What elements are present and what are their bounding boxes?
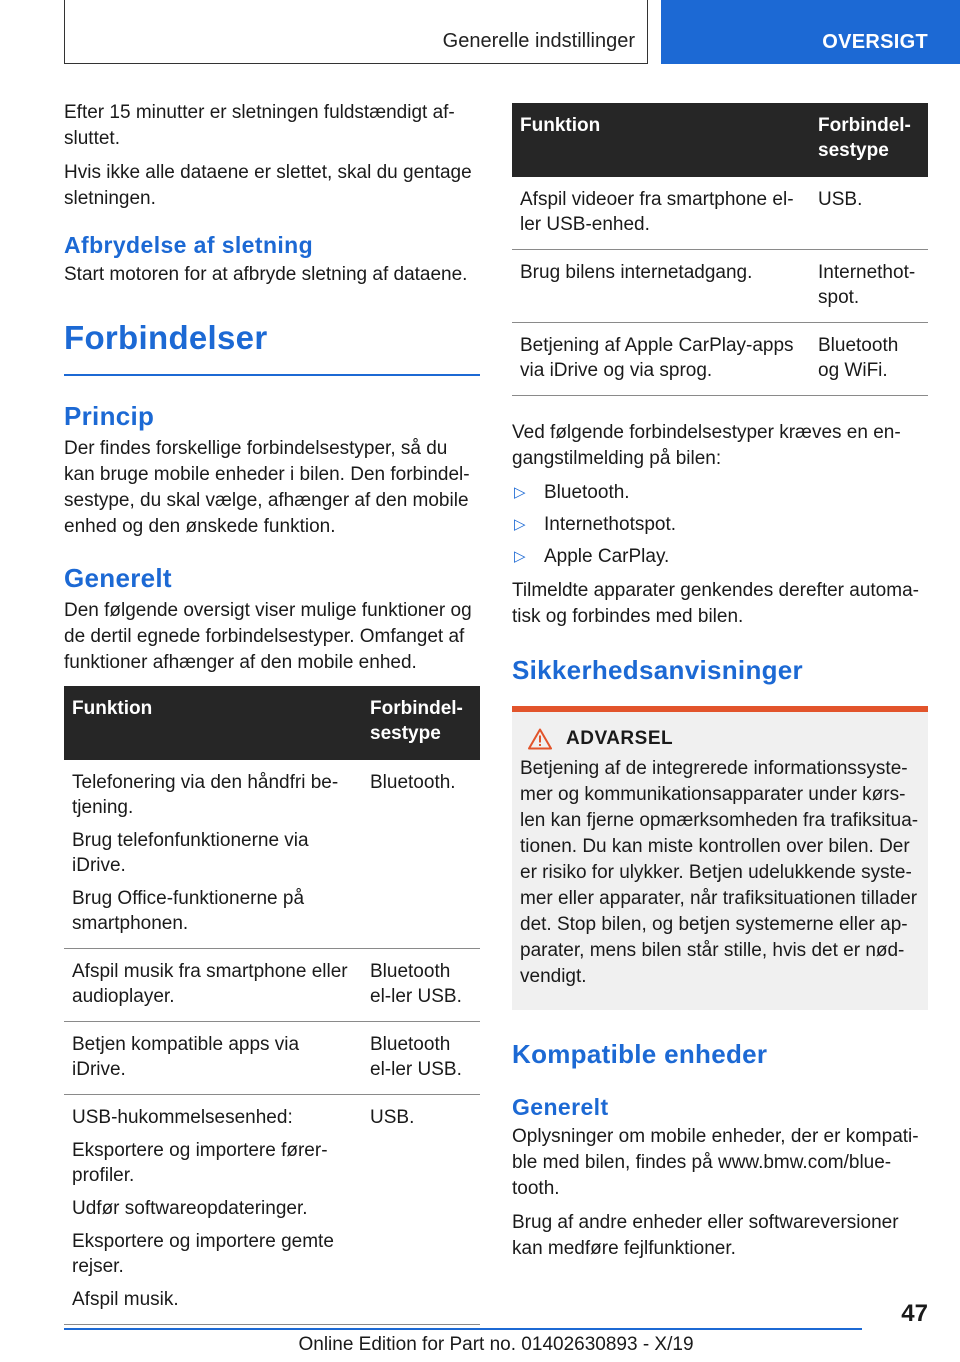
heading-compatible-devices: Kompatible enheder bbox=[512, 1039, 768, 1069]
footer-divider bbox=[64, 1328, 862, 1330]
cell-line: Afspil musik. bbox=[72, 1289, 179, 1310]
table-row bbox=[512, 250, 928, 323]
list-item bbox=[512, 512, 928, 538]
table-cell-function: Brug bilens internetadgang. bbox=[512, 250, 810, 323]
cell-line: Betjen kompatible apps via iDrive. bbox=[72, 1034, 300, 1080]
paragraph: Der findes forskellige forbindelsestyper, så du kan bruge mobile enheder i bilen. Den forbindel-sestype, du skal vælge, afhænger af den mobile enhed og den ønskede funktion. bbox=[64, 438, 470, 537]
paragraph: Hvis ikke alle dataene er slettet, skal du gentage sletningen. bbox=[64, 162, 472, 209]
list-item bbox=[512, 544, 928, 570]
table-cell-function bbox=[64, 949, 362, 1022]
triangle-bullet-icon: ▷ bbox=[514, 548, 526, 565]
header-overview-tab[interactable] bbox=[661, 0, 960, 64]
bullet-list bbox=[512, 480, 928, 570]
header-section-label: Generelle indstillinger bbox=[442, 30, 635, 52]
table-cell-type: USB. bbox=[810, 177, 928, 250]
table-cell-type: USB. bbox=[362, 1095, 480, 1325]
heading-general: Generelt bbox=[64, 563, 172, 593]
cell-line: Brug telefonfunktionerne via iDrive. bbox=[72, 830, 309, 876]
table-cell-function bbox=[64, 1022, 362, 1095]
header-tab-label: OVERSIGT bbox=[822, 31, 928, 53]
paragraph: Den følgende oversigt viser mulige funktioner og de dertil egnede forbindelsestyper. Omfanget af funktioner afhænger af den mobile enhed. bbox=[64, 600, 472, 673]
table-row bbox=[64, 1022, 480, 1095]
column-header-function: Funktion bbox=[512, 103, 810, 177]
table-row bbox=[512, 177, 928, 250]
warning-box bbox=[512, 706, 928, 1010]
footer-edition: Online Edition for Part no. 01402630893 - X/19 bbox=[298, 1334, 694, 1355]
warning-triangle-icon bbox=[528, 728, 552, 750]
paragraph: Start motoren for at afbryde sletning af dataene. bbox=[64, 264, 468, 285]
table-row bbox=[64, 949, 480, 1022]
list-item-text: Internethotspot. bbox=[544, 514, 677, 535]
table-cell-type: Bluetooth. bbox=[362, 760, 480, 949]
triangle-bullet-icon: ▷ bbox=[514, 484, 526, 501]
table-cell-function bbox=[64, 1095, 362, 1325]
column-header-connection-type: Forbindel-sestype bbox=[362, 686, 480, 760]
table-cell-type: Bluetooth el-ler USB. bbox=[362, 949, 480, 1022]
table-cell-type: Bluetooth el-ler USB. bbox=[362, 1022, 480, 1095]
warning-title: ADVARSEL bbox=[566, 728, 674, 749]
table-cell-function: Afspil videoer fra smartphone el-ler USB-enhed. bbox=[512, 177, 810, 250]
cell-line: Udfør softwareopdateringer. bbox=[72, 1198, 308, 1219]
cell-line: Afspil musik fra smartphone eller audioplayer. bbox=[72, 961, 348, 1007]
cell-line: Eksportere og importere gemte rejser. bbox=[72, 1231, 334, 1277]
table-cell-type: Internethot-spot. bbox=[810, 250, 928, 323]
column-header-connection-type: Forbindel-sestype bbox=[810, 103, 928, 177]
page-number: 47 bbox=[901, 1300, 928, 1327]
paragraph: Brug af andre enheder eller softwareversioner kan medføre fejlfunktioner. bbox=[512, 1212, 899, 1259]
header-section-title bbox=[64, 0, 648, 64]
table-row bbox=[512, 323, 928, 396]
table-cell-type: Bluetooth og WiFi. bbox=[810, 323, 928, 396]
triangle-bullet-icon: ▷ bbox=[514, 516, 526, 533]
paragraph: Efter 15 minutter er sletningen fuldstændigt af-sluttet. bbox=[64, 102, 455, 149]
list-item-text: Bluetooth. bbox=[544, 482, 630, 503]
table-row bbox=[64, 1095, 480, 1325]
cell-line: Eksportere og importere fører-profiler. bbox=[72, 1140, 328, 1186]
warning-header bbox=[520, 728, 920, 750]
warning-text: Betjening af de integrerede informationssyste-mer og kommunikationsapparater under kørs-len kan fjerne opmærksomheden fra trafiksitua-tionen. Du kan miste kontrollen over bilen. Der er risiko for ulykker. Betjen udelukkende syste-mer eller apparater, når trafiksituationen tillader det. Stop bilen, og betjen systemerne eller ap-parater, mens bilen står stille, hvis det er nød-vendigt. bbox=[520, 758, 919, 987]
column-header-function: Funktion bbox=[64, 686, 362, 760]
heading-principle: Princip bbox=[64, 401, 155, 431]
chapter-title: Forbindelser bbox=[64, 318, 480, 376]
table-cell-function: Betjening af Apple CarPlay-apps via iDrive og via sprog. bbox=[512, 323, 810, 396]
table-row bbox=[64, 760, 480, 949]
paragraph: Oplysninger om mobile enheder, der er kompati-ble med bilen, findes på www.bmw.com/blue-tooth. bbox=[512, 1126, 919, 1199]
subheading-general: Generelt bbox=[512, 1094, 609, 1120]
paragraph: Ved følgende forbindelsestyper kræves en en-gangstilmelding på bilen: bbox=[512, 422, 901, 469]
right-column bbox=[512, 100, 928, 1270]
connections-table-right bbox=[512, 103, 928, 396]
cell-line: USB-hukommelsesenhed: bbox=[72, 1107, 293, 1128]
paragraph: Tilmeldte apparater genkendes derefter automa-tisk og forbindes med bilen. bbox=[512, 580, 919, 627]
list-item bbox=[512, 480, 928, 506]
table-cell-function bbox=[64, 760, 362, 949]
list-item-text: Apple CarPlay. bbox=[544, 546, 670, 567]
connections-table-left bbox=[64, 686, 480, 1325]
subheading-abort: Afbrydelse af sletning bbox=[64, 232, 314, 258]
heading-safety: Sikkerhedsanvisninger bbox=[512, 655, 803, 685]
cell-line: Brug Office-funktionerne på smartphonen. bbox=[72, 888, 305, 934]
left-column bbox=[64, 100, 480, 1325]
cell-line: Telefonering via den håndfri be-tjening. bbox=[72, 772, 339, 818]
